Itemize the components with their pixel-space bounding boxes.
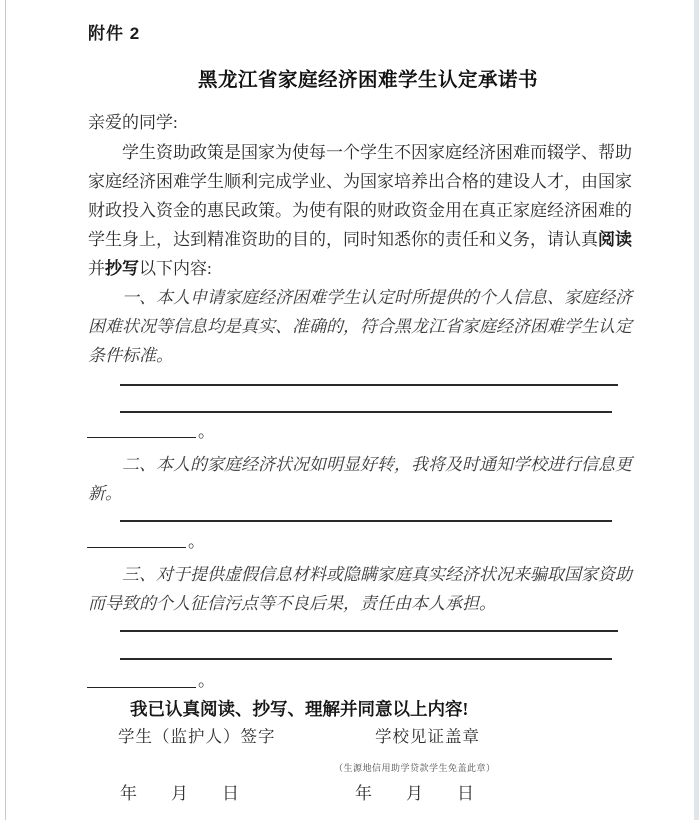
item3-line-2: 而导致的个人征信污点等不良后果，责任由本人承担。 (88, 594, 496, 613)
seal-exemption-note: （生源地信用助学贷款学生免盖此章） (334, 763, 496, 773)
blank-line-period: 。 (188, 532, 205, 551)
blank-write-line[interactable] (120, 520, 612, 522)
blank-write-line-short[interactable] (87, 547, 186, 548)
blank-write-line[interactable] (120, 384, 618, 386)
blank-write-line[interactable] (120, 630, 618, 632)
blank-write-line-short[interactable] (87, 437, 196, 438)
intro-line-4 (88, 229, 632, 250)
blank-write-line-short[interactable] (87, 687, 196, 688)
intro-line-5 (88, 258, 212, 279)
item2-line-2: 新。 (88, 484, 122, 503)
blank-write-line[interactable] (120, 411, 612, 413)
salutation: 亲爱的同学: (88, 113, 178, 132)
emphasis-read: 阅读 (598, 230, 632, 249)
intro-line-5-post: 以下内容: (139, 259, 212, 278)
blank-line-period: 。 (198, 671, 215, 690)
item1-line-2: 困难状况等信息均是真实、准确的，符合黑龙江省家庭经济困难学生认定 (88, 317, 632, 336)
intro-line-4-text: 学生身上，达到精准资助的目的，同时知悉你的责任和义务，请认真 (88, 230, 598, 249)
document-title: 黑龙江省家庭经济困难学生认定承诺书 (197, 70, 538, 91)
blank-write-line[interactable] (120, 658, 612, 660)
student-signature-label: 学生（监护人）签字 (118, 727, 276, 746)
emphasis-copy: 抄写 (105, 259, 139, 278)
item3-line-1: 三、对于提供虚假信息材料或隐瞒家庭真实经济状况来骗取国家资助 (122, 565, 632, 584)
item2-line-1: 二、本人的家庭经济状况如明显好转，我将及时通知学校进行信息更 (122, 455, 632, 474)
intro-line-3: 财政投入资金的惠民政策。为使有限的财政资金用在真正家庭经济困难的 (88, 201, 632, 220)
intro-line-2: 家庭经济困难学生顺利完成学业、为国家培养出合格的建设人才，由国家 (88, 172, 632, 191)
intro-line-5-pre: 并 (88, 259, 105, 278)
blank-line-period: 。 (198, 422, 215, 441)
attachment-label: 附件 2 (88, 24, 141, 43)
page-left-edge-line (5, 0, 6, 820)
date-line-school: 年 月 日 (355, 784, 474, 803)
school-seal-label: 学校见证盖章 (375, 727, 480, 746)
date-line-student: 年 月 日 (120, 784, 239, 803)
item1-line-3: 条件标准。 (88, 346, 173, 365)
item1-line-1: 一、本人申请家庭经济困难学生认定时所提供的个人信息、家庭经济 (122, 288, 632, 307)
confirmation-statement: 我已认真阅读、抄写、理解并同意以上内容! (130, 699, 469, 719)
page-right-edge-band (694, 0, 699, 820)
intro-line-1: 学生资助政策是国家为使每一个学生不因家庭经济困难而辍学、帮助 (122, 143, 632, 162)
